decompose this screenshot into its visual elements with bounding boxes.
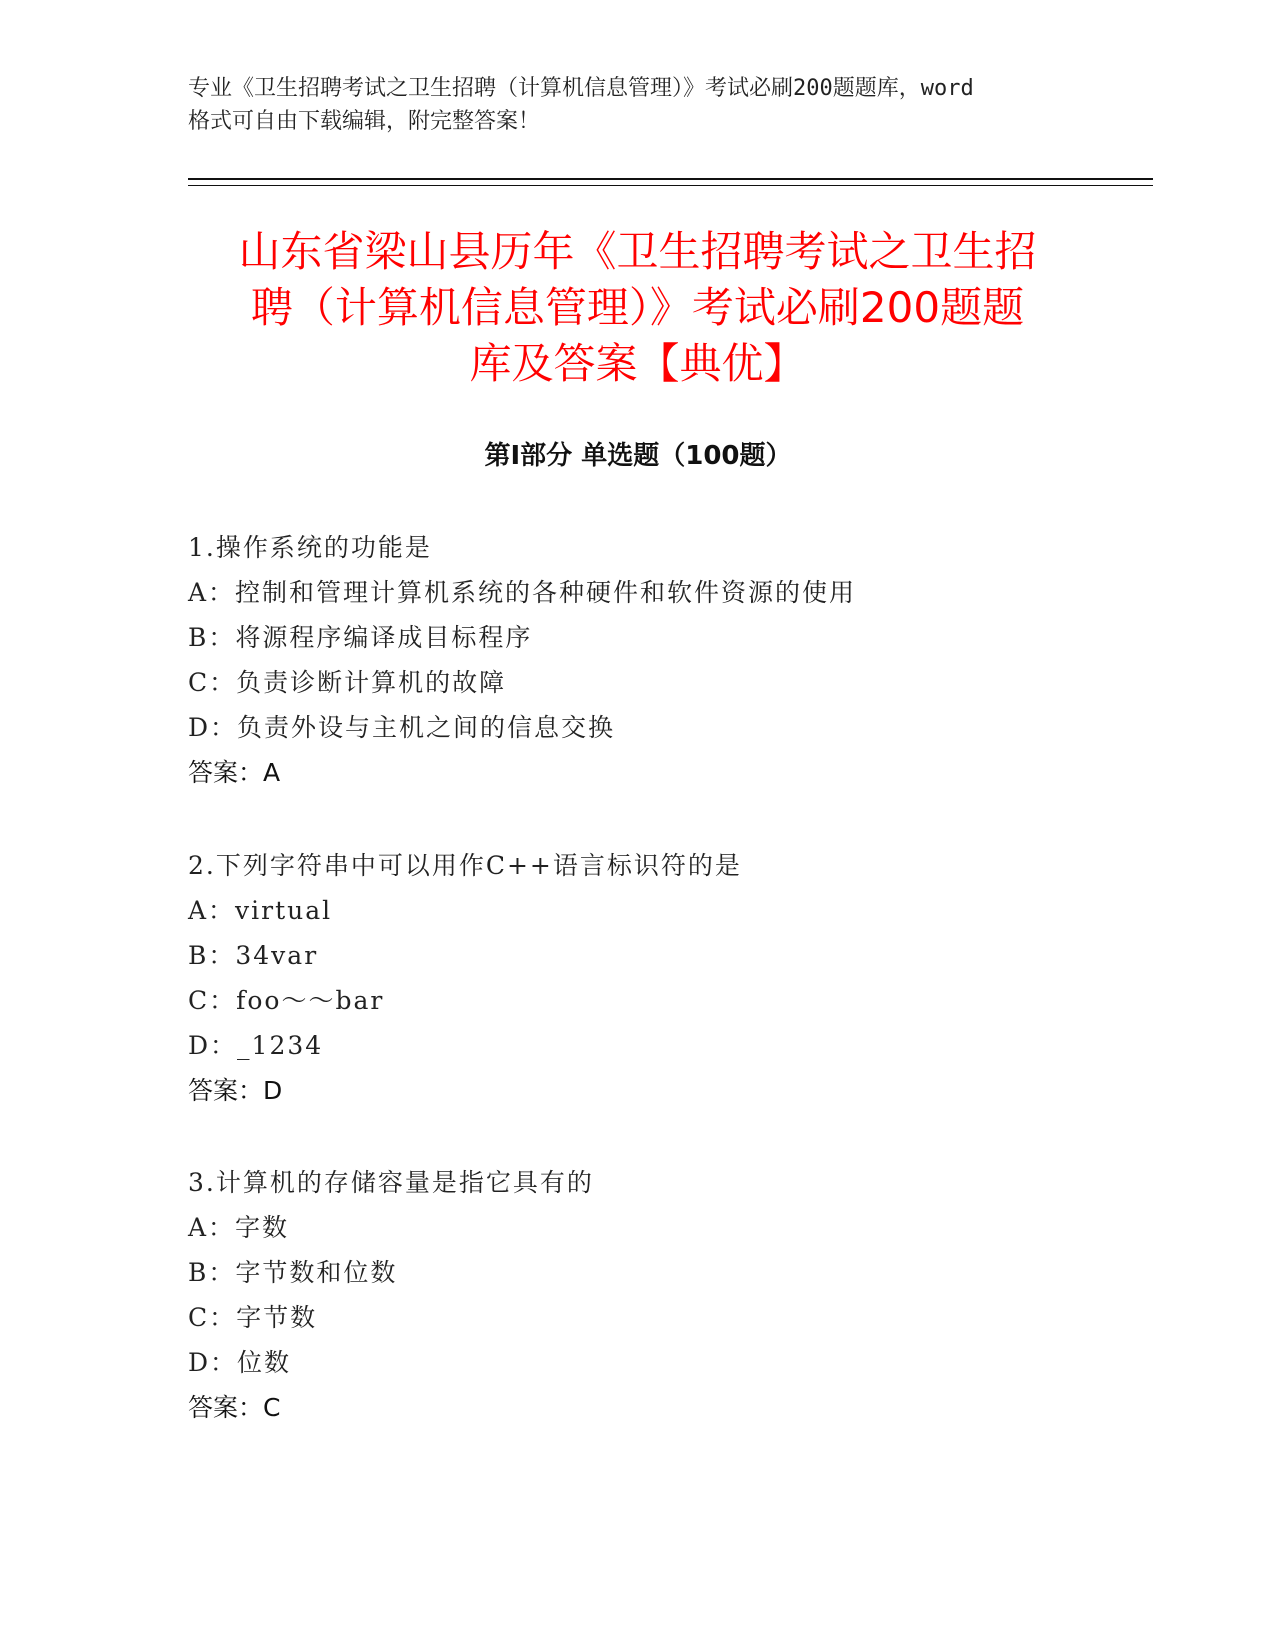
question-1 xyxy=(188,525,1128,795)
header-note-line-1: 专业《卫生招聘考试之卫生招聘（计算机信息管理）》考试必刷200题题库，word xyxy=(188,76,974,101)
option-c: C：负责诊断计算机的故障 xyxy=(188,668,507,697)
answer-line: 答案：D xyxy=(188,1076,283,1105)
header-note xyxy=(188,72,1088,138)
answer-line: 答案：C xyxy=(188,1393,281,1422)
option-b: B：34var xyxy=(188,941,319,970)
option-a: A：控制和管理计算机系统的各种硬件和软件资源的使用 xyxy=(188,578,857,607)
option-d: D：_1234 xyxy=(188,1031,324,1060)
option-c: C：foo～～bar xyxy=(188,986,385,1015)
question-stem: 3.计算机的存储容量是指它具有的 xyxy=(188,1168,594,1197)
document-title-line-2: 聘（计算机信息管理）》考试必刷200题题 xyxy=(250,283,1025,332)
option-a: A：virtual xyxy=(188,896,333,925)
header-note-line-2: 格式可自由下载编辑，附完整答案！ xyxy=(188,109,541,134)
document-title-line-1: 山东省梁山县历年《卫生招聘考试之卫生招 xyxy=(238,227,1037,276)
question-stem: 1.操作系统的功能是 xyxy=(188,533,432,562)
option-b: B：将源程序编译成目标程序 xyxy=(188,623,533,652)
header-divider-thick xyxy=(188,178,1153,180)
section-heading: 第I部分 单选题（100题） xyxy=(484,441,792,471)
document-title xyxy=(180,224,1095,392)
question-3 xyxy=(188,1160,1128,1430)
option-d: D：负责外设与主机之间的信息交换 xyxy=(188,713,616,742)
question-2 xyxy=(188,843,1128,1113)
header-divider-thin xyxy=(188,185,1153,186)
option-a: A：字数 xyxy=(188,1213,290,1242)
option-c: C：字节数 xyxy=(188,1303,318,1332)
option-d: D：位数 xyxy=(188,1348,292,1377)
answer-line: 答案：A xyxy=(188,758,281,787)
option-b: B：字节数和位数 xyxy=(188,1258,398,1287)
question-stem: 2.下列字符串中可以用作C++语言标识符的是 xyxy=(188,851,742,880)
document-title-line-3: 库及答案【典优】 xyxy=(469,339,806,388)
